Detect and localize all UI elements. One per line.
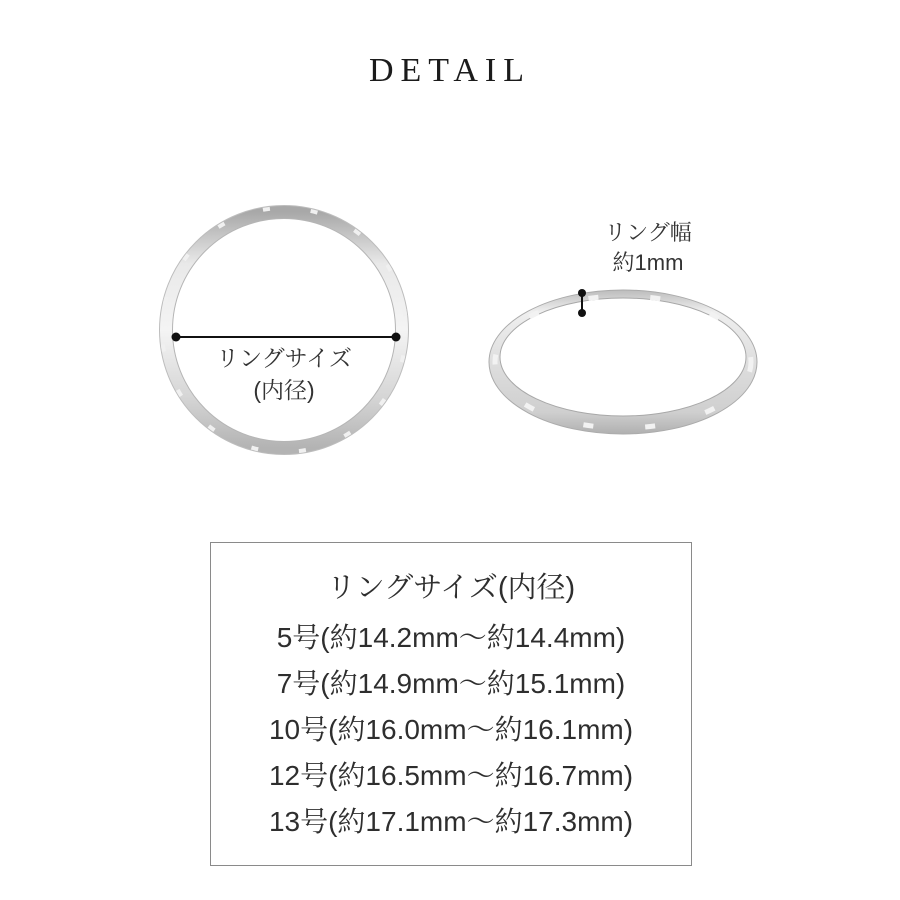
size-table-rows: [211, 615, 691, 845]
front-ring-figure: [148, 194, 420, 466]
front-ring-label-line1: リングサイズ: [216, 345, 352, 371]
size-row: 12号(約16.5mm〜約16.7mm): [268, 760, 634, 791]
ring-notch-texture: [148, 194, 420, 466]
front-ring-image: [148, 194, 420, 466]
size-row: 10号(約16.0mm〜約16.1mm): [268, 714, 634, 745]
size-table-box: [210, 542, 692, 866]
front-ring-label-line2: (内径): [253, 377, 315, 403]
side-ring-label: [558, 218, 738, 278]
side-ring-label-line1: リング幅: [604, 220, 692, 245]
front-ring-label: [148, 342, 420, 406]
diameter-dot-left: [172, 333, 181, 342]
ring-inner-edge: [173, 219, 396, 442]
width-dot-bottom: [578, 309, 586, 317]
size-table-header: リングサイズ(内径): [326, 572, 576, 604]
size-row: 5号(約14.2mm〜約14.4mm): [276, 622, 626, 653]
width-dot-top: [578, 289, 586, 297]
size-row: 7号(約14.9mm〜約15.1mm): [276, 668, 626, 699]
side-ring-label-line2: 約1mm: [612, 250, 684, 275]
side-ring-figure: [485, 288, 765, 440]
ring-band: [166, 212, 402, 448]
diameter-dot-right: [392, 333, 401, 342]
size-row: 13号(約17.1mm〜約17.3mm): [268, 806, 634, 837]
page-title: DETAIL: [368, 52, 531, 89]
side-ring-image: [485, 288, 765, 440]
